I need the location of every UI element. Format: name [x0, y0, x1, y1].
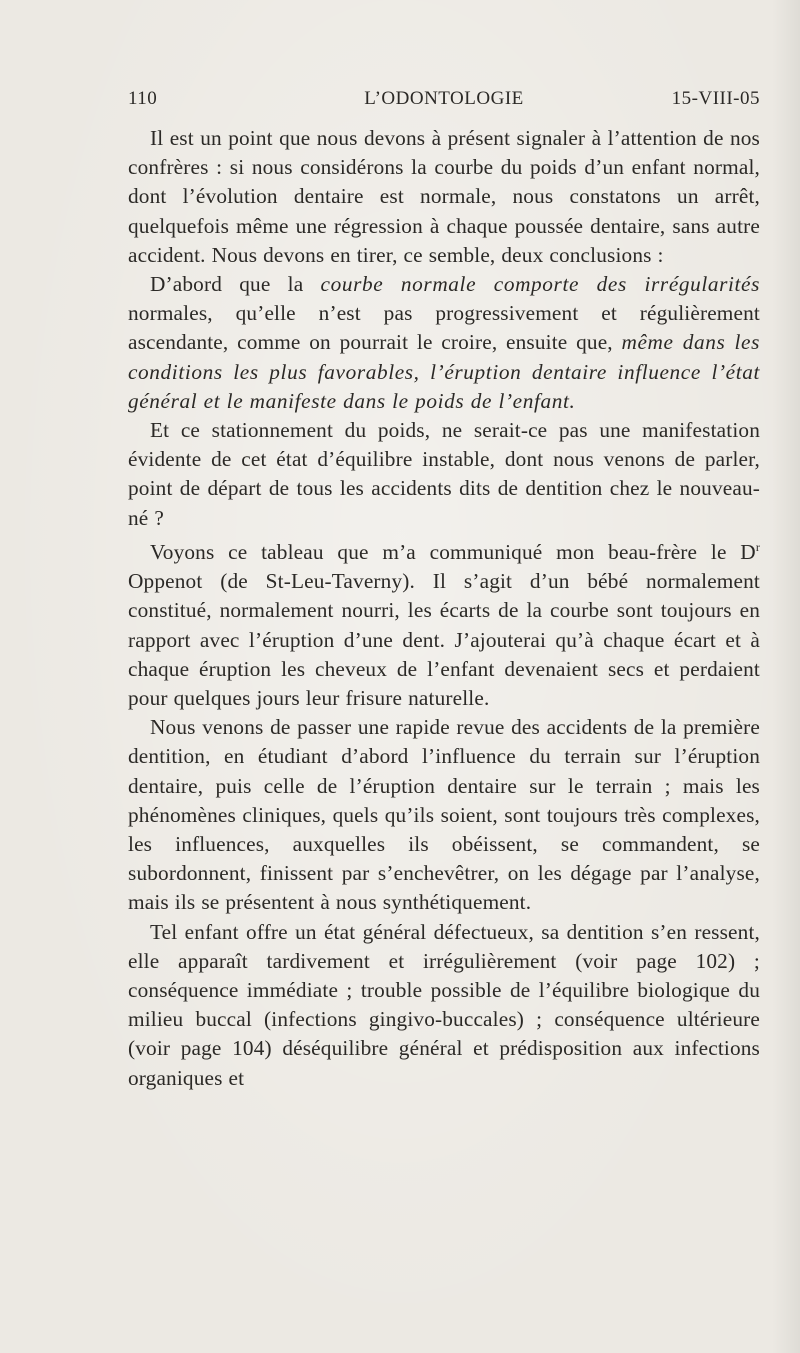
paragraph-4-text-1: Voyons ce tableau que m’a communiqué mon beau-frère le D [150, 539, 756, 564]
paragraph-1: Il est un point que nous devons à présent signaler à l’attention de nos confrères : si nous considérons la courbe du poids d’un enfant normal, dont l’évolution dentaire est normale, nous constatons un arrêt, quelquefois même une régression à chaque poussée dentaire, sans autre accident. Nous devons en tirer, ce semble, deux conclusions : [128, 126, 760, 267]
paragraph-3: Et ce stationnement du poids, ne serait-ce pas une manifestation évidente de cet état d’équilibre instable, dont nous venons de parler, point de départ de tous les accidents dits de dentition chez le nouveau-né ? [128, 418, 760, 530]
page-number: 110 [128, 88, 158, 109]
paragraph-4-text-2: Oppenot (de St-Leu-Taverny). Il s’agit d’un bébé normalement constitué, normalement nourri, les écarts de la courbe sont toujours en rapport avec l’éruption d’une dent. J’ajouterai qu’à chaque écart et à chaque éruption les cheveux de l’enfant devenaient secs et perdaient pour quelques jours leur frisure naturelle. [128, 569, 760, 710]
paragraph-2-italic-2: même dans les conditions les plus favorables, l’éruption dentaire influence l’état général et le manifeste dans le poids de l’enfant. [128, 330, 760, 413]
paragraph-4 [128, 533, 760, 713]
body-text [128, 124, 760, 1093]
running-title: L’ODONTOLOGIE [364, 88, 524, 109]
issue-date: 15-VIII-05 [671, 88, 760, 109]
page-edge-shadow [772, 0, 800, 1353]
paragraph-2-text-1: D’abord que la [150, 272, 321, 297]
running-header [128, 88, 760, 118]
paragraph-4-superscript: r [755, 539, 760, 554]
paragraph-2-italic-1: courbe normale comporte des irrégularités [320, 272, 760, 297]
paragraph-2 [128, 270, 760, 416]
paragraph-2-text-2: normales, qu’elle n’est pas progressivement et régulièrement ascendante, comme on pourrait le croire, ensuite que, [128, 301, 760, 355]
paragraph-6: Tel enfant offre un état général défectueux, sa dentition s’en ressent, elle apparaît tardivement et irrégulièrement (voir page 102) ; conséquence immédiate ; trouble possible de l’équilibre biologique du milieu buccal (infections gingivo-buccales) ; conséquence ultérieure (voir page 104) déséquilibre général et prédisposition aux infections organiques et [128, 919, 760, 1090]
paragraph-5: Nous venons de passer une rapide revue des accidents de la première dentition, en étudiant d’abord l’influence du terrain sur l’éruption dentaire, puis celle de l’éruption dentaire sur le terrain ; mais les phénomènes cliniques, quels qu’ils soient, sont toujours très complexes, les influences, auxquelles ils obéissent, se commandent, se subordonnent, finissent par s’enchevêtrer, on les dégage par l’analyse, mais ils se présentent à nous synthétiquement. [128, 715, 760, 915]
